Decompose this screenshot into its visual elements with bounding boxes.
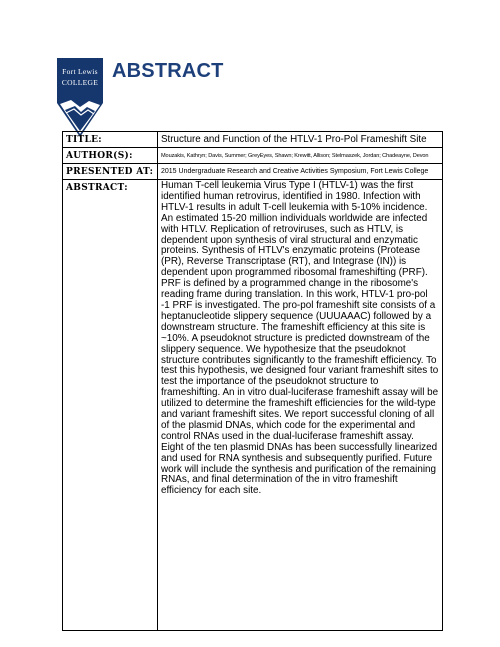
abstract-row: [63, 180, 443, 631]
presented-row: [63, 164, 443, 180]
abstract-text: Human T-cell leukemia Virus Type I (HTLV-1) was the first identified human retrovirus, identified in 1980. Infection with HTLV-1 results in adult T-cell leukemia with 5-10% incidence. An estimated 15-20 million individuals worldwide are infected with HTLV. Replication of retroviruses, such as HTLV, is dependent upon synthesis of viral structural and enzymatic proteins. Synthesis of HTLV's enzymatic proteins (Protease (PR), Reverse Transcriptase (RT), and Integrase (IN)) is dependent upon programmed ribosomal frameshifting (PRF). PRF is defined by a programmed change in the ribosome's reading frame during translation. In this work, HTLV-1 pro-pol -1 PRF is investigated. The pro-pol frameshift site consists of a heptanucleotide slippery sequence (UUUAAAC) followed by a downstream structure. The frameshift efficiency at this site is ~10%. A pseudoknot structure is predicted downstream of the slippery sequence. We hypothesize that the pseudoknot structure contributes significantly to the frameshift efficiency. To test this hypothesis, we designed four variant frameshift sites to test the importance of the pseudoknot structure to frameshifting. An in vitro dual-luciferase frameshift assay will be utilized to determine the frameshift efficiencies for the wild-type and variant frameshift sites. We report successful cloning of all of the plasmid DNAs, which code for the experimental and control RNAs used in the dual-luciferase frameshift assay. Eight of the ten plasmid DNAs has been successfully linearized and used for RNA synthesis and subsequently purified. Future work will include the synthesis and purification of the remaining RNAs, and final determination of the in vitro frameshift efficiency for each site.: [161, 180, 439, 497]
authors-label: AUTHOR(S):: [63, 148, 158, 164]
page-heading: ABSTRACT: [112, 60, 224, 82]
title-row: [63, 132, 443, 148]
abstract-label: ABSTRACT:: [63, 180, 158, 631]
authors-value: Mouzakis, Kathryn; Davis, Summer; GreyEyes, Shawn; Krewitt, Allison; Stelmaszek, Jordan; Chadeayne, Devon: [158, 148, 443, 164]
title-label: TITLE:: [63, 132, 158, 148]
abstract-cell: [158, 180, 443, 631]
fort-lewis-college-logo: [57, 58, 103, 138]
abstract-info-table: [62, 131, 443, 631]
logo-line2: COLLEGE: [61, 78, 99, 87]
presented-label: PRESENTED AT:: [63, 164, 158, 180]
presented-value: 2015 Undergraduate Research and Creative Activities Symposium, Fort Lewis College: [158, 164, 443, 180]
authors-row: [63, 148, 443, 164]
title-value: Structure and Function of the HTLV-1 Pro-Pol Frameshift Site: [158, 132, 443, 148]
logo-line1: Fort Lewis: [62, 67, 98, 76]
